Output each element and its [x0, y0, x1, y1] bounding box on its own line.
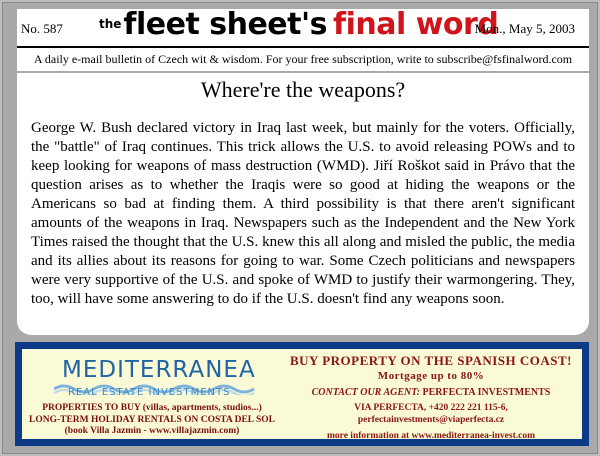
ad-offer-villa: (book Villa Jazmin - www.villajazmin.com): [64, 426, 240, 436]
newsletter-page: [2, 2, 598, 454]
title-main: fleet sheet's: [123, 7, 328, 42]
masthead: [17, 9, 589, 71]
ad-agent-label: CONTACT OUR AGENT:: [311, 387, 420, 398]
logo-wordmark: MEDITERRANEA: [62, 357, 256, 383]
ad-offer-buy: PROPERTIES TO BUY (villas, apartments, studios...): [42, 403, 262, 413]
ad-details: [280, 353, 582, 442]
article-body: George W. Bush declared victory in Iraq last week, but mainly for the voters. Officially, the "battle" of Iraq continues. This trick allows the U.S. to avoid releasing POWs and to keep looking for weapons of mass destruction (WMD). Jiří Roškot said in Právo that the question arises as to whether the Iraqis were so good at hiding the weapons or the Americans so bad at finding them. A third possibility is that there aren't significant amounts of the weapons in Iraq. Newspapers such as the Independent and the New York Times raised the thought that the U.S. knew this all along and misled the public, the media and its allies about its reasons for going to war. Some Czech politicians and newspapers were very supportive of the U.S. and spoke of WMD to justify their warmongering. They, too, will have some answering to do if the U.S. doesn't find any weapons soon.: [31, 120, 575, 307]
logo-subtitle: REAL ESTATE INVESTMENTS: [68, 387, 231, 398]
tagline: A daily e-mail bulletin of Czech wit & wisdom. For your free subscription, write to subscribe@fsfinalword.com: [33, 52, 573, 66]
mediterranea-logo: [62, 357, 262, 399]
ad-offer-rentals: LONG-TERM HOLIDAY RENTALS ON COSTA DEL SOL: [29, 414, 275, 425]
ad-contact: VIA PERFECTA, +420 222 221 115-6, perfectainvestments@viaperfecta.cz: [354, 403, 508, 425]
ad-offer-list: [26, 403, 278, 438]
title-the: the: [99, 17, 122, 31]
ad-website: more information at www.mediterranea-invest.com: [327, 431, 535, 441]
title-divider: [17, 46, 589, 48]
ad-mortgage: Mortgage up to 80%: [377, 370, 485, 382]
title-accent: final word: [333, 7, 499, 42]
article-headline: Where're the weapons?: [200, 77, 406, 102]
issue-number: No. 587: [21, 21, 63, 36]
ad-agent-name: PERFECTA INVESTMENTS: [422, 387, 551, 398]
ad-agent: [280, 387, 582, 399]
ad-headline: BUY PROPERTY ON THE SPANISH COAST!: [290, 353, 572, 368]
newsletter-title: [99, 7, 499, 47]
advertisement-banner[interactable]: [15, 342, 589, 446]
issue-date: Mon., May 5, 2003: [474, 21, 575, 36]
article: [17, 73, 589, 335]
